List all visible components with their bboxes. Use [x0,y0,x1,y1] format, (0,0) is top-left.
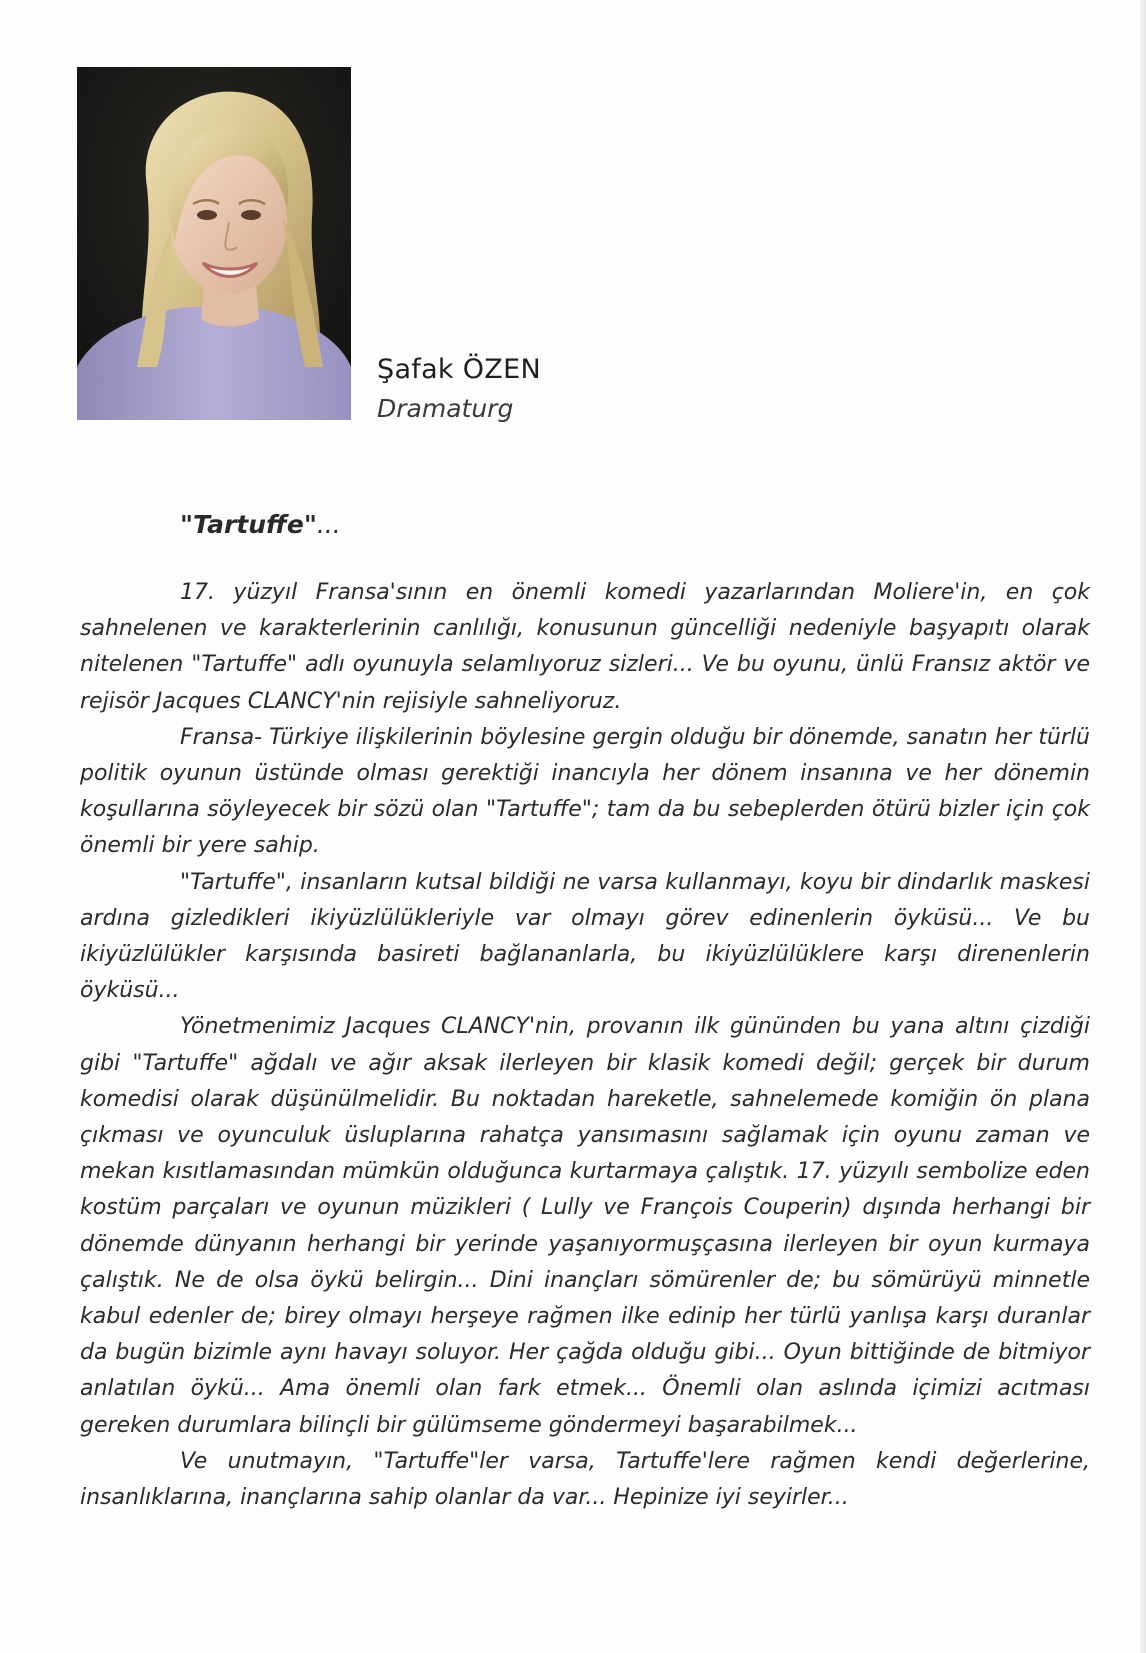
article-body [80,575,1090,1516]
paragraph: Yönetmenimiz Jacques CLANCY'nin, provanın ilk gününden bu yana altını çizdiği gibi "Tartuffe" ağdalı ve ağır aksak ilerleyen bir klasik komedi değil; gerçek bir durum komedisi olarak düşünülmelidir. Bu noktadan hareketle, sahnelemede komiğin ön plana çıkması ve oyunculuk üsluplarına rahatça yansımasını sağlamak için oyunu zaman ve mekan kısıtlamasından mümkün olduğunca kurtarmaya çalıştık. 17. yüzyılı sembolize eden kostüm parçaları ve oyunun müzikleri ( Lully ve François Couperin) dışında herhangi bir dönemde dünyanın herhangi bir yerinde yaşanıyormuşçasına ilerleyen bir oyun kurmaya çalıştık. Ne de olsa öykü belirgin... Dini inançları sömürenler de; bu sömürüyü minnetle kabul edenler de; birey olmayı herşeye rağmen ilke edinip her türlü yanlışa karşı duranlar da bugün bizimle aynı havayı soluyor. Her çağda olduğu gibi... Oyun bittiğinde de bitmiyor anlatılan öykü... Ama önemli olan fark etmek... Önemli olan aslında içimizi acıtması gereken durumlara bilinçli bir gülümseme göndermeyi başarabilmek... [80,1014,1090,1438]
person-name: Şafak ÖZEN [377,354,541,385]
person-role: Dramaturg [377,394,514,423]
paragraph: Fransa- Türkiye ilişkilerinin böylesine gergin olduğu bir dönemde, sanatın her türlü politik oyunun üstünde olması gerektiği inancıyla her dönem insanına ve her dönemin koşullarına söyleyecek bir sözü olan "Tartuffe"; tam da bu sebeplerden ötürü bizler için çok önemli bir yere sahip. [80,724,1090,859]
article-title-text: "Tartuffe" [180,510,317,539]
paragraph: Ve unutmayın, "Tartuffe"ler varsa, Tartuffe'lere rağmen kendi değerlerine, insanlıklarına, inançlarına sahip olanlar da var... Hepinize iyi seyirler... [80,1448,1090,1511]
paragraph: "Tartuffe", insanların kutsal bildiği ne varsa kullanmayı, koyu bir dindarlık maskesi ardına gizledikleri ikiyüzlülükleriyle var olmayı görev edinenlerin öyküsü... Ve bu ikiyüzlülükler karşısında basireti bağlananlarla, bu ikiyüzlülüklere karşı direnenlerin öyküsü... [80,869,1090,1004]
article-title-suffix: ... [316,510,341,539]
paragraph: 17. yüzyıl Fransa'sının en önemli komedi yazarlarından Moliere'in, en çok sahnelenen ve karakterlerinin canlılığı, konusunun güncelliği nedeniyle başyapıtı olarak nitelenen "Tartuffe" adlı oyunuyla selamlıyoruz sizleri... Ve bu oyunu, ünlü Fransız aktör ve rejisör Jacques CLANCY'nin rejisiyle sahneliyoruz. [80,580,1090,714]
page-edge-shadow [1140,0,1146,1653]
portrait-photo-icon [77,67,351,420]
article-title [180,510,341,539]
